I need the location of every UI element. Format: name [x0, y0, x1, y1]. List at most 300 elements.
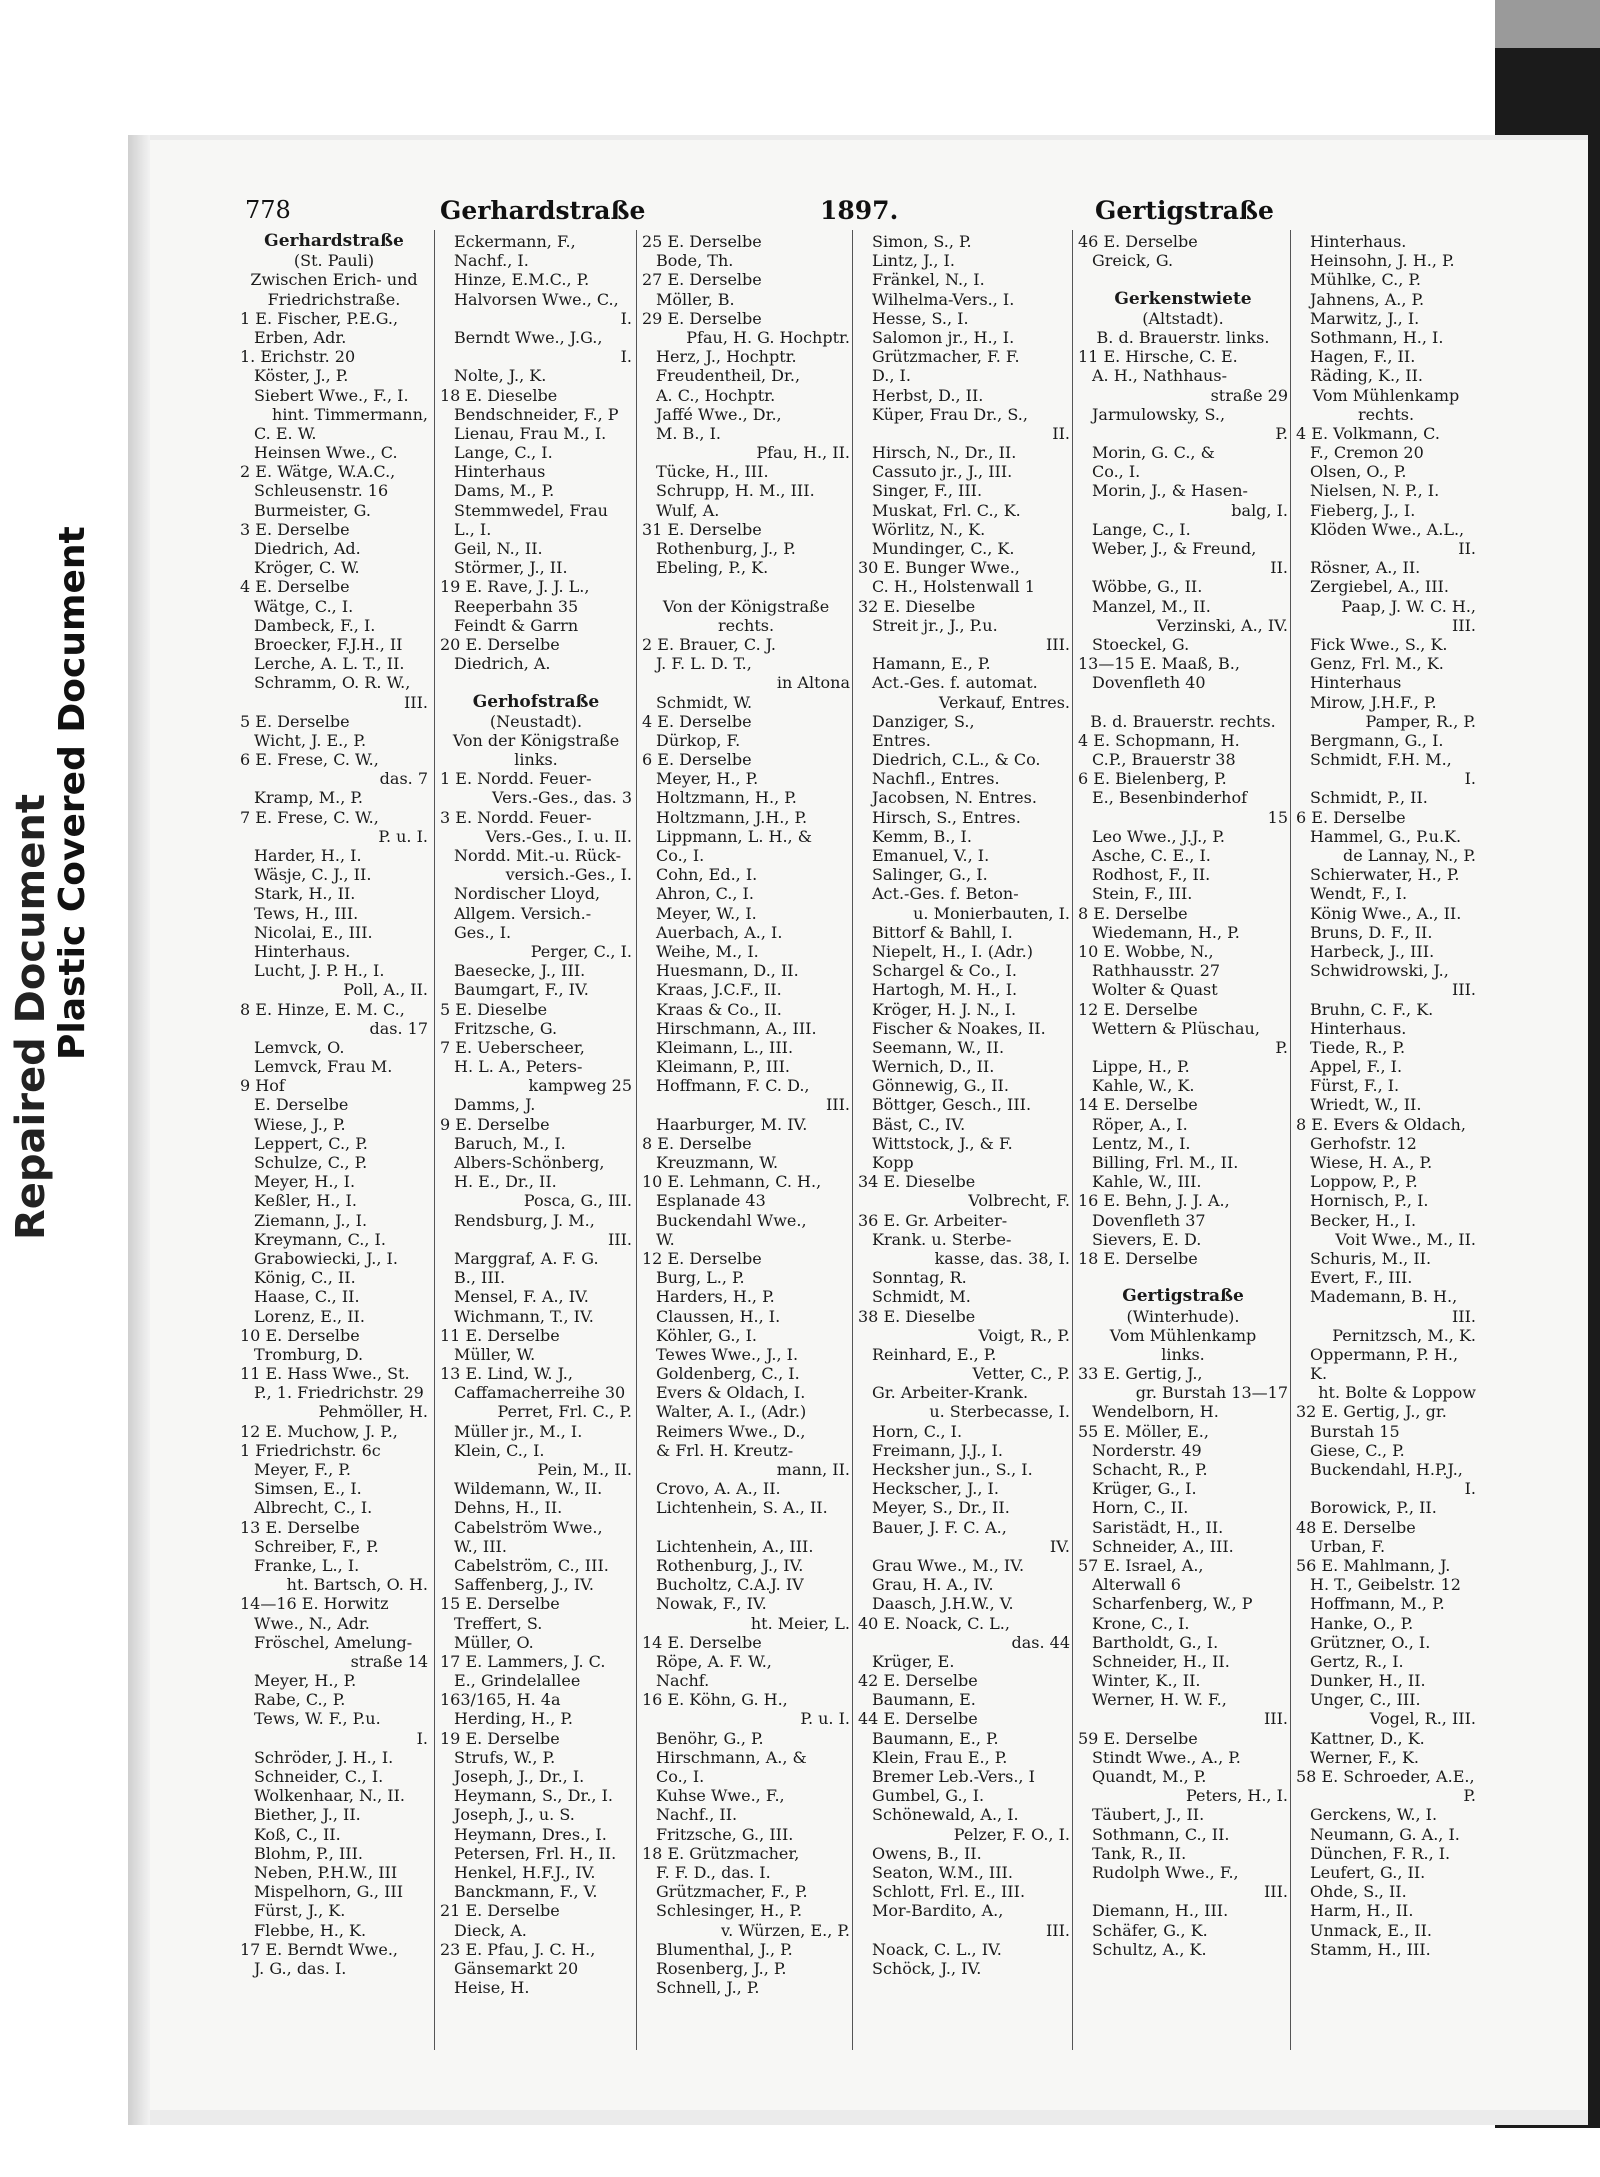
- directory-line: Poll, A., II.: [343, 980, 428, 1000]
- directory-line: Rothenburg, J., P.: [656, 539, 796, 558]
- directory-line: Singer, F., III.: [872, 481, 983, 501]
- directory-line: 4 E. Derselbe: [642, 711, 752, 731]
- directory-line: Schulze, C., P.: [254, 1153, 368, 1172]
- directory-line: Bruns, D. F., II.: [1310, 922, 1433, 942]
- directory-line: 9 Hof: [240, 1076, 285, 1096]
- directory-line: Entres.: [872, 730, 931, 750]
- directory-line: E. Derselbe: [254, 1095, 349, 1115]
- directory-line: Co., I.: [656, 1767, 705, 1786]
- directory-line: Neumann, G. A., I.: [1310, 1824, 1460, 1844]
- directory-line: Bauer, J. F. C. A.,: [872, 1517, 1007, 1537]
- directory-line: Act.-Ges. f. Beton-: [872, 884, 1019, 904]
- directory-line: Halvorsen Wwe., C.,: [454, 289, 619, 309]
- directory-line: Klein, Frau E., P.: [872, 1747, 1008, 1767]
- column-rule: [636, 230, 637, 2050]
- directory-line: Kopp: [872, 1153, 914, 1172]
- directory-line: Lerche, A. L. T., II.: [254, 654, 405, 674]
- directory-line: 12 E. Derselbe: [642, 1248, 762, 1268]
- directory-line: 8 E. Derselbe: [1078, 903, 1188, 923]
- directory-line: Fritzsche, G.: [454, 1018, 558, 1038]
- directory-line: Franke, L., I.: [254, 1555, 360, 1575]
- directory-line: Geil, N., II.: [454, 539, 543, 558]
- directory-line: Gertigstraße: [1122, 1287, 1244, 1307]
- directory-line: III.: [403, 692, 428, 712]
- directory-line: Jacobsen, N. Entres.: [872, 788, 1037, 808]
- directory-line: Röper, A., I.: [1092, 1114, 1188, 1134]
- directory-line: Stamm, H., III.: [1310, 1939, 1431, 1959]
- scanner-corner: [1495, 0, 1600, 48]
- directory-line: Goldenberg, C., I.: [656, 1364, 800, 1384]
- directory-line: Feindt & Garrn: [454, 615, 579, 635]
- directory-line: [642, 577, 850, 596]
- directory-line: Paap, J. W. C. H.,: [1341, 596, 1476, 616]
- directory-line: 4 E. Schopmann, H.: [1078, 730, 1240, 750]
- directory-line: versich.-Ges., I.: [505, 865, 632, 885]
- directory-line: Schöck, J., IV.: [872, 1958, 982, 1978]
- directory-line: Krank. u. Sterbe-: [872, 1229, 1012, 1249]
- directory-line: Hinterhaus.: [1310, 232, 1407, 251]
- directory-line: Nachf.: [656, 1671, 710, 1691]
- directory-line: III.: [1451, 1306, 1476, 1326]
- directory-line: Baesecke, J., III.: [454, 961, 586, 981]
- directory-line: III.: [1451, 615, 1476, 635]
- directory-line: Voit Wwe., M., II.: [1335, 1229, 1476, 1249]
- directory-line: Pfau, H., II.: [756, 443, 850, 463]
- directory-line: Baumann, E., P.: [872, 1728, 999, 1748]
- directory-line: H. L. A., Peters-: [454, 1057, 583, 1077]
- directory-line: 18 E. Dieselbe: [440, 385, 558, 405]
- directory-line: Marggraf, A. F. G.: [454, 1248, 599, 1268]
- directory-column-5: [1078, 232, 1288, 1959]
- directory-line: Niepelt, H., I. (Adr.): [872, 941, 1033, 961]
- directory-line: I.: [1464, 1479, 1476, 1499]
- directory-line: 21 E. Derselbe: [440, 1901, 560, 1921]
- directory-line: 16 E. Behn, J. J. A.,: [1078, 1191, 1230, 1211]
- directory-line: Heinsen Wwe., C.: [254, 443, 398, 463]
- column-rule: [434, 230, 435, 2050]
- directory-line: in Altona: [776, 673, 850, 693]
- directory-line: Joseph, J., Dr., I.: [454, 1767, 585, 1786]
- directory-line: Schröder, J. H., I.: [254, 1747, 394, 1767]
- directory-line: Haase, C., II.: [254, 1287, 360, 1307]
- directory-line: Jarmulowsky, S.,: [1092, 404, 1226, 424]
- directory-line: Schlott, Frl. E., III.: [872, 1882, 1026, 1902]
- directory-line: Baumann, E.: [872, 1690, 976, 1710]
- directory-line: 7 E. Frese, C. W.,: [240, 807, 379, 827]
- directory-line: de Lannay, N., P.: [1342, 846, 1476, 865]
- directory-line: Grabowiecki, J., I.: [254, 1248, 398, 1268]
- directory-line: Noack, C. L., IV.: [872, 1939, 1002, 1959]
- directory-line: Rabe, C., P.: [254, 1690, 346, 1710]
- directory-line: P.: [1463, 1786, 1476, 1806]
- directory-line: Hartogh, M. H., I.: [872, 980, 1018, 1000]
- directory-line: 13 E. Lind, W. J.,: [440, 1364, 573, 1384]
- directory-line: C.P., Brauerstr 38: [1092, 750, 1236, 770]
- directory-line: Horn, C., I.: [872, 1421, 963, 1441]
- directory-line: 6 E. Frese, C. W.,: [240, 750, 379, 770]
- directory-line: Peters, H., I.: [1185, 1786, 1288, 1806]
- directory-line: 1. Erichstr. 20: [240, 347, 356, 367]
- directory-line: Diemann, H., III.: [1092, 1901, 1229, 1921]
- directory-line: P.: [1275, 423, 1288, 443]
- directory-line: Hammel, G., P.u.K.: [1310, 826, 1462, 846]
- directory-line: ht. Meier, L.: [750, 1613, 850, 1633]
- directory-line: Lichtenhein, S. A., II.: [656, 1498, 828, 1518]
- directory-line: Tromburg, D.: [254, 1344, 364, 1364]
- directory-line: Gänsemarkt 20: [454, 1958, 579, 1978]
- directory-line: Ges., I.: [454, 922, 512, 942]
- directory-line: Volbrecht, F.: [968, 1191, 1070, 1211]
- directory-line: 33 E. Gertig, J.,: [1078, 1364, 1203, 1384]
- directory-line: Wriedt, W., II.: [1310, 1095, 1422, 1115]
- directory-line: straße 29: [1210, 385, 1288, 405]
- directory-line: Cabelström, C., III.: [454, 1555, 609, 1575]
- directory-line: Eckermann, F.,: [454, 232, 576, 251]
- directory-line: Wörlitz, N., K.: [872, 519, 986, 539]
- directory-line: Gr. Arbeiter-Krank.: [872, 1383, 1029, 1403]
- directory-line: C. H., Holstenwall 1: [872, 577, 1035, 597]
- directory-line: Berndt Wwe., J.G.,: [454, 327, 603, 347]
- directory-line: Schleusenstr. 16: [254, 481, 389, 501]
- directory-line: kasse, das. 38, I.: [934, 1248, 1070, 1268]
- directory-line: Jahnens, A., P.: [1310, 289, 1425, 309]
- directory-line: Weber, J., & Freund,: [1092, 539, 1257, 558]
- directory-line: Reeperbahn 35: [454, 596, 579, 616]
- directory-line: Saffenberg, J., IV.: [454, 1575, 595, 1595]
- directory-line: 56 E. Mahlmann, J.: [1296, 1555, 1451, 1575]
- directory-line: Schacht, R., P.: [1092, 1460, 1208, 1479]
- directory-line: Schwidrowski, J.,: [1310, 961, 1449, 981]
- directory-line: 48 E. Derselbe: [1296, 1517, 1416, 1537]
- directory-line: Schrupp, H. M., III.: [656, 481, 815, 501]
- directory-line: 10 E. Derselbe: [240, 1325, 360, 1345]
- directory-line: Gerhofstraße: [472, 692, 600, 712]
- directory-line: Bendschneider, F., P: [454, 404, 619, 424]
- directory-line: Wettern & Plüschau,: [1092, 1018, 1260, 1038]
- directory-line: 5 E. Dieselbe: [440, 999, 548, 1019]
- column-rule: [852, 230, 853, 2050]
- directory-line: Dürkop, F.: [656, 730, 741, 750]
- directory-line: J. F. L. D. T.,: [656, 654, 752, 674]
- directory-line: Kramp, M., P.: [254, 788, 363, 808]
- directory-line: Muskat, Frl. C., K.: [872, 500, 1021, 520]
- directory-line: Dovenfleth 40: [1092, 673, 1206, 693]
- directory-line: B. d. Brauerstr. links.: [1096, 327, 1270, 347]
- directory-line: Hinterhaus.: [1310, 1018, 1407, 1038]
- directory-line: Gerhofstr. 12: [1310, 1133, 1417, 1153]
- directory-line: 17 E. Lammers, J. C.: [440, 1651, 606, 1671]
- directory-line: 16 E. Köhn, G. H.,: [642, 1690, 788, 1710]
- directory-line: 14 E. Derselbe: [642, 1632, 762, 1652]
- directory-line: Fritzsche, G., III.: [656, 1824, 794, 1844]
- directory-line: (Altstadt).: [1142, 308, 1224, 328]
- directory-line: Esplanade 43: [656, 1191, 766, 1211]
- directory-line: Blumenthal, J., P.: [656, 1939, 793, 1959]
- directory-line: Heckscher, J., I.: [872, 1479, 999, 1499]
- directory-line: Olsen, O., P.: [1310, 462, 1407, 482]
- directory-line: ht. Bartsch, O. H.: [286, 1575, 428, 1595]
- directory-line: Becker, H., I.: [1310, 1210, 1417, 1230]
- directory-line: Salinger, G., I.: [872, 865, 988, 885]
- directory-line: Vom Mühlenkamp: [1109, 1325, 1257, 1345]
- directory-line: Seemann, W., II.: [872, 1037, 1005, 1057]
- directory-line: C. E. W.: [254, 423, 317, 443]
- directory-line: König Wwe., A., II.: [1310, 903, 1462, 923]
- directory-line: Co., I.: [656, 846, 705, 865]
- directory-line: Gerkenstwiete: [1114, 289, 1252, 309]
- directory-line: Stark, H., II.: [254, 884, 356, 904]
- directory-line: Danziger, S.,: [872, 711, 975, 731]
- directory-line: Appel, F., I.: [1310, 1057, 1403, 1077]
- directory-line: Broecker, F.J.H., II: [254, 634, 403, 654]
- directory-line: Heymann, Dres., I.: [454, 1824, 607, 1844]
- directory-line: 32 E. Gertig, J., gr.: [1296, 1402, 1447, 1422]
- directory-line: Hirschmann, A., III.: [656, 1018, 817, 1038]
- directory-line: Friedrichstraße.: [267, 289, 401, 309]
- directory-line: Herz, J., Hochptr.: [656, 347, 797, 367]
- directory-line: Wiese, H. A., P.: [1310, 1153, 1433, 1172]
- directory-line: Hecksher jun., S., I.: [872, 1460, 1033, 1479]
- directory-line: P. u. I.: [800, 1709, 850, 1729]
- directory-line: E., Besenbinderhof: [1092, 788, 1248, 808]
- directory-line: L., I.: [454, 519, 492, 539]
- directory-line: Grützmacher, F., P.: [656, 1882, 808, 1902]
- directory-line: Von der Königstraße: [662, 596, 830, 616]
- directory-line: Fürst, J., K.: [254, 1901, 346, 1921]
- directory-line: 25 E. Derselbe: [642, 232, 762, 251]
- directory-line: Schönewald, A., I.: [872, 1805, 1019, 1825]
- directory-line: Schneider, H., II.: [1092, 1651, 1230, 1671]
- directory-line: 6 E. Derselbe: [1296, 807, 1406, 827]
- directory-line: Dieck, A.: [454, 1920, 527, 1940]
- directory-line: Hanke, O., P.: [1310, 1613, 1414, 1633]
- directory-line: Rudolph Wwe., F.,: [1092, 1862, 1239, 1882]
- directory-line: Stindt Wwe., A., P.: [1092, 1747, 1241, 1767]
- directory-line: W.: [656, 1229, 675, 1249]
- directory-line: Lichtenhein, A., III.: [656, 1536, 814, 1556]
- directory-line: III.: [825, 1095, 850, 1115]
- directory-line: Huesmann, D., II.: [656, 961, 799, 981]
- directory-line: Bergmann, G., I.: [1310, 730, 1444, 750]
- directory-line: Manzel, M., II.: [1092, 596, 1211, 616]
- directory-line: Meyer, S., Dr., II.: [872, 1498, 1010, 1518]
- directory-line: II.: [1458, 539, 1476, 558]
- directory-line: Von der Königstraße: [452, 730, 620, 750]
- directory-line: Mühlke, C., P.: [1310, 270, 1421, 290]
- directory-line: Diedrich, A.: [454, 654, 551, 674]
- directory-line: Evert, F., III.: [1310, 1268, 1413, 1288]
- directory-line: Nordd. Mit.-u. Rück-: [454, 846, 621, 865]
- directory-line: König, C., II.: [254, 1268, 356, 1288]
- directory-line: Ahron, C., I.: [656, 884, 754, 904]
- directory-line: Gerhardstraße: [264, 232, 404, 251]
- running-head-left: Gerhardstraße: [440, 196, 646, 225]
- directory-line: Kleimann, L., III.: [656, 1037, 794, 1057]
- directory-line: Krüger, G., I.: [1092, 1479, 1197, 1499]
- directory-line: Mispelhorn, G., III: [254, 1882, 404, 1902]
- directory-line: [642, 1518, 850, 1537]
- directory-line: Heinsohn, J. H., P.: [1310, 251, 1455, 271]
- directory-line: Meyer, H., P.: [656, 769, 759, 789]
- directory-line: Dambeck, F., I.: [254, 615, 376, 635]
- directory-line: III.: [1263, 1709, 1288, 1729]
- directory-line: Räding, K., II.: [1310, 366, 1423, 386]
- directory-line: Banckmann, F., V.: [454, 1882, 598, 1902]
- directory-line: Nielsen, N. P., I.: [1310, 481, 1440, 501]
- directory-line: Daasch, J.H.W., V.: [872, 1594, 1014, 1614]
- directory-line: Tücke, H., III.: [656, 462, 769, 482]
- directory-line: Baumgart, F., IV.: [454, 980, 589, 1000]
- directory-line: 8 E. Derselbe: [642, 1133, 752, 1153]
- directory-line: Biether, J., II.: [254, 1805, 361, 1825]
- directory-line: Kraas & Co., II.: [656, 999, 782, 1019]
- directory-line: Nicolai, E., III.: [254, 922, 373, 942]
- directory-line: Krüger, E.: [872, 1651, 955, 1671]
- directory-line: J. G., das. I.: [254, 1958, 347, 1978]
- directory-line: Wichmann, T., IV.: [454, 1306, 594, 1326]
- directory-line: Lienau, Frau M., I.: [454, 423, 607, 443]
- directory-line: Täubert, J., II.: [1092, 1805, 1205, 1825]
- directory-line: Dünchen, F. R., I.: [1310, 1843, 1451, 1863]
- directory-line: Fieberg, J., I.: [1310, 500, 1416, 520]
- directory-line: Vers.-Ges., I. u. II.: [485, 826, 632, 846]
- directory-line: Herding, H., P.: [454, 1709, 573, 1729]
- directory-line: Sonntag, R.: [872, 1268, 967, 1288]
- directory-line: Harders, H., P.: [656, 1287, 775, 1307]
- directory-line: Dams, M., P.: [454, 481, 555, 501]
- directory-line: Vers.-Ges., das. 3: [492, 788, 632, 808]
- directory-line: A. H., Nathhaus-: [1092, 366, 1227, 386]
- directory-line: Reinhard, E., P.: [872, 1344, 997, 1364]
- directory-line: Fränkel, N., I.: [872, 270, 985, 290]
- directory-line: Harder, H., I.: [254, 846, 362, 865]
- directory-line: 30 E. Bunger Wwe.,: [858, 558, 1020, 578]
- directory-line: Henkel, H.F.J., IV.: [454, 1862, 596, 1882]
- running-head-year: 1897.: [820, 196, 899, 225]
- directory-line: W., III.: [454, 1536, 507, 1556]
- directory-line: 19 E. Derselbe: [440, 1728, 560, 1748]
- directory-line: Unger, C., III.: [1310, 1690, 1421, 1710]
- directory-line: Nachf., II.: [656, 1805, 738, 1825]
- directory-line: Fischer & Noakes, II.: [872, 1018, 1046, 1038]
- directory-line: Müller jr., M., I.: [454, 1421, 583, 1441]
- directory-line: Nordischer Lloyd,: [454, 884, 601, 904]
- directory-line: 9 E. Derselbe: [440, 1114, 550, 1134]
- directory-line: F., Cremon 20: [1310, 443, 1424, 463]
- directory-line: Borowick, P., II.: [1310, 1498, 1437, 1518]
- directory-line: Tews, H., III.: [254, 903, 359, 923]
- directory-line: 11 E. Derselbe: [440, 1325, 560, 1345]
- directory-line: Giese, C., P.: [1310, 1440, 1405, 1460]
- directory-line: Schneider, C., I.: [254, 1767, 384, 1786]
- directory-line: v. Würzen, E., P.: [721, 1920, 850, 1940]
- directory-line: Kleimann, P., III.: [656, 1057, 790, 1077]
- directory-line: III.: [1045, 1920, 1070, 1940]
- directory-line: 1 Friedrichstr. 6c: [240, 1440, 381, 1460]
- directory-line: Köhler, G., I.: [656, 1325, 757, 1345]
- directory-line: Meyer, W., I.: [656, 903, 757, 923]
- directory-line: Ebeling, P., K.: [656, 558, 769, 578]
- directory-line: Kreymann, C., I.: [254, 1229, 386, 1249]
- directory-line: Böttger, Gesch., III.: [872, 1095, 1032, 1115]
- directory-line: Lange, C., I.: [1092, 519, 1191, 539]
- directory-line: Möller, B.: [656, 289, 735, 309]
- directory-line: Zergiebel, A., III.: [1310, 577, 1449, 597]
- directory-line: 10 E. Lehmann, C. H.,: [642, 1172, 822, 1192]
- page-number: 778: [245, 196, 291, 224]
- directory-line: rechts.: [717, 615, 775, 635]
- directory-line: Grau Wwe., M., IV.: [872, 1555, 1025, 1575]
- directory-line: Seaton, W.M., III.: [872, 1862, 1013, 1882]
- directory-line: H. T., Geibelstr. 12: [1310, 1575, 1461, 1595]
- directory-line: 38 E. Dieselbe: [858, 1306, 976, 1326]
- directory-line: Diedrich, C.L., & Co.: [872, 750, 1041, 770]
- directory-line: [1078, 693, 1288, 712]
- directory-line: das. 17: [369, 1018, 428, 1038]
- directory-line: Werner, F., K.: [1310, 1747, 1419, 1767]
- directory-line: Kreuzmann, W.: [656, 1153, 779, 1172]
- directory-line: Hoffmann, F. C. D.,: [656, 1076, 810, 1096]
- directory-line: B. d. Brauerstr. rechts.: [1090, 711, 1276, 731]
- directory-line: Schreiber, F., P.: [254, 1536, 379, 1556]
- directory-line: Winter, K., II.: [1092, 1671, 1201, 1691]
- directory-line: Tank, R., II.: [1092, 1843, 1187, 1863]
- directory-line: Schargel & Co., I.: [872, 961, 1017, 981]
- directory-line: Bode, Th.: [656, 251, 734, 271]
- directory-line: u. Sterbecasse, I.: [929, 1402, 1070, 1422]
- directory-line: 17 E. Berndt Wwe.,: [240, 1939, 399, 1959]
- directory-line: 1 E. Fischer, P.E.G.,: [240, 308, 399, 328]
- directory-line: A. C., Hochptr.: [656, 385, 776, 405]
- directory-line: Reimers Wwe., D.,: [656, 1421, 806, 1441]
- column-rule: [1072, 230, 1073, 2050]
- directory-line: Kröger, H. J. N., I.: [872, 999, 1017, 1019]
- directory-line: [1078, 1268, 1288, 1287]
- directory-line: Albrecht, C., I.: [254, 1498, 373, 1518]
- directory-line: Holtzmann, H., P.: [656, 788, 797, 808]
- directory-line: 1 E. Nordd. Feuer-: [440, 769, 592, 789]
- directory-line: Schierwater, H., P.: [1310, 865, 1460, 885]
- directory-line: Morin, J., & Hasen-: [1092, 481, 1248, 501]
- directory-line: 4 E. Volkmann, C.: [1296, 423, 1440, 443]
- directory-line: Benöhr, G., P.: [656, 1728, 764, 1748]
- directory-line: 20 E. Derselbe: [440, 634, 560, 654]
- directory-line: Bäst, C., IV.: [872, 1114, 966, 1134]
- directory-line: IV.: [1049, 1536, 1070, 1556]
- directory-line: Auerbach, A., I.: [656, 922, 783, 942]
- directory-line: 42 E. Derselbe: [858, 1671, 978, 1691]
- directory-line: Haarburger, M. IV.: [656, 1114, 808, 1134]
- directory-column-6: [1296, 232, 1476, 1959]
- directory-line: Hinterhaus.: [254, 941, 351, 961]
- directory-line: Werner, H. W. F.,: [1092, 1690, 1227, 1710]
- directory-line: Tews, W. F., P.u.: [254, 1709, 381, 1729]
- directory-line: Hinterhaus: [1310, 673, 1402, 693]
- directory-line: Wwe., N., Adr.: [254, 1613, 370, 1633]
- directory-line: 29 E. Derselbe: [642, 308, 762, 328]
- directory-line: Nachf., I.: [454, 251, 529, 271]
- directory-line: Kahle, W., III.: [1092, 1172, 1202, 1192]
- directory-line: Leo Wwe., J.J., P.: [1092, 826, 1225, 846]
- directory-line: Dovenfleth 37: [1092, 1210, 1206, 1230]
- directory-line: Bruhn, C. F., K.: [1310, 999, 1434, 1019]
- directory-line: Bremer Leb.-Vers., I: [872, 1767, 1035, 1786]
- directory-line: Simon, S., P.: [872, 232, 972, 251]
- directory-line: Blohm, P., III.: [254, 1843, 363, 1863]
- directory-line: Schmidt, P., II.: [1310, 788, 1428, 808]
- directory-line: & Frl. H. Kreutz-: [656, 1440, 794, 1460]
- directory-line: P., 1. Friedrichstr. 29: [254, 1383, 424, 1403]
